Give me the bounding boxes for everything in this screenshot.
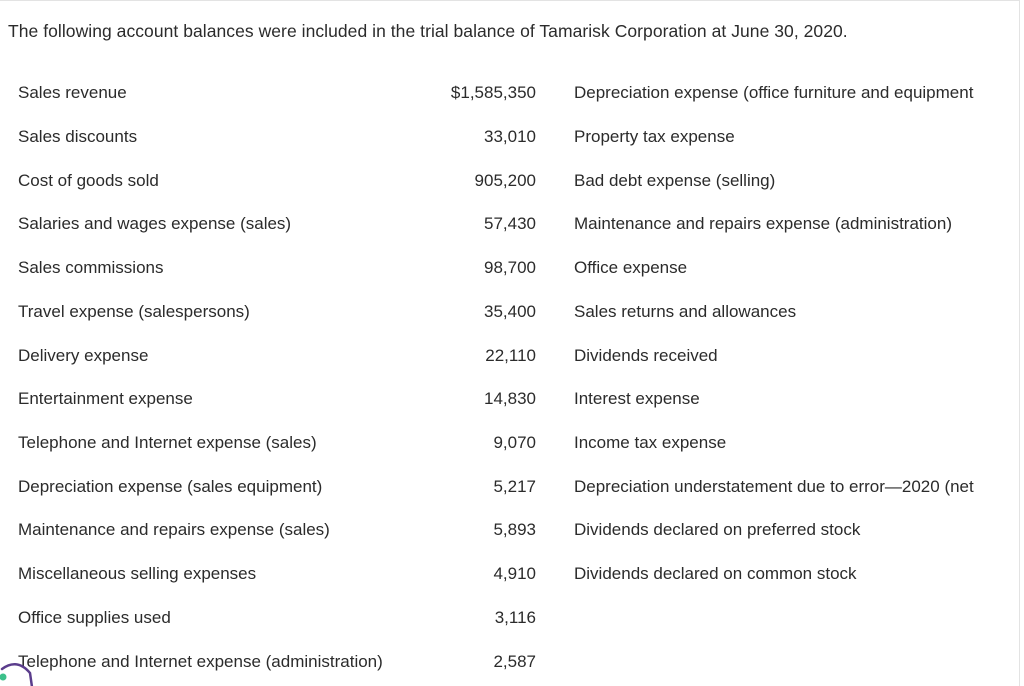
account-row <box>18 80 538 106</box>
account-row <box>18 605 538 631</box>
account-amount: 98,700 <box>484 258 536 277</box>
account-label: Dividends declared on common stock <box>574 564 857 583</box>
account-label: Depreciation expense (sales equipment) <box>18 477 323 496</box>
account-label: Travel expense (salespersons) <box>18 302 250 321</box>
account-row <box>18 343 538 369</box>
account-amount: 5,217 <box>493 477 536 496</box>
account-amount: 4,910 <box>493 564 536 583</box>
account-label: Dividends declared on preferred stock <box>574 520 861 539</box>
account-label: Sales revenue <box>18 83 127 102</box>
account-label: Maintenance and repairs expense (sales) <box>18 520 330 539</box>
account-row <box>18 255 538 281</box>
account-row <box>574 474 1020 500</box>
account-row <box>574 386 1020 412</box>
problem-intro-text: The following account balances were included in the trial balance of Tamarisk Corporation at June 30, 2020. <box>8 21 848 41</box>
account-label: Dividends received <box>574 346 718 365</box>
account-amount: 22,110 <box>485 346 536 365</box>
account-row <box>574 430 1020 456</box>
account-row <box>574 517 1020 543</box>
account-row <box>574 255 1020 281</box>
account-amount: 35,400 <box>484 302 536 321</box>
account-row <box>18 649 538 675</box>
account-amount: $1,585,350 <box>450 83 536 102</box>
account-label: Interest expense <box>574 389 700 408</box>
account-amount: 5,893 <box>493 520 536 539</box>
account-label: Property tax expense <box>574 127 735 146</box>
account-row <box>18 517 538 543</box>
account-label: Office expense <box>574 258 688 277</box>
account-label: Depreciation expense (office furniture and equipment <box>574 83 974 102</box>
account-row <box>574 561 1020 587</box>
account-label: Depreciation understatement due to error—2020 (net <box>574 477 974 496</box>
account-label: Office supplies used <box>18 608 171 627</box>
account-row <box>574 299 1020 325</box>
account-label: Miscellaneous selling expenses <box>18 564 257 583</box>
account-label: Cost of goods sold <box>18 171 159 190</box>
account-label: Delivery expense <box>18 346 149 365</box>
account-amount: 3,116 <box>494 608 536 627</box>
account-row <box>574 211 1020 237</box>
account-label: Entertainment expense <box>18 389 193 408</box>
account-row <box>18 561 538 587</box>
account-label: Sales returns and allowances <box>574 302 797 321</box>
account-row <box>18 124 538 150</box>
account-amount: 33,010 <box>484 127 536 146</box>
account-amount: 57,430 <box>484 214 536 233</box>
account-amount: 14,830 <box>484 389 536 408</box>
account-label: Telephone and Internet expense (administration) <box>18 652 383 671</box>
corner-decoration-icon <box>0 641 40 686</box>
account-row <box>18 430 538 456</box>
account-amount: 9,070 <box>493 433 536 452</box>
account-amount: 905,200 <box>474 171 536 190</box>
account-label: Salaries and wages expense (sales) <box>18 214 292 233</box>
account-row <box>574 80 1020 106</box>
account-row <box>574 124 1020 150</box>
account-row <box>574 343 1020 369</box>
account-row <box>18 211 538 237</box>
account-row <box>18 299 538 325</box>
account-label: Telephone and Internet expense (sales) <box>18 433 317 452</box>
account-label: Income tax expense <box>574 433 727 452</box>
account-label: Maintenance and repairs expense (administration) <box>574 214 952 233</box>
account-label: Sales discounts <box>18 127 138 146</box>
account-row <box>574 168 1020 194</box>
account-row <box>18 474 538 500</box>
account-amount: 2,587 <box>493 652 536 671</box>
account-row <box>18 168 538 194</box>
account-label: Bad debt expense (selling) <box>574 171 776 190</box>
account-row <box>18 386 538 412</box>
account-label: Sales commissions <box>18 258 164 277</box>
